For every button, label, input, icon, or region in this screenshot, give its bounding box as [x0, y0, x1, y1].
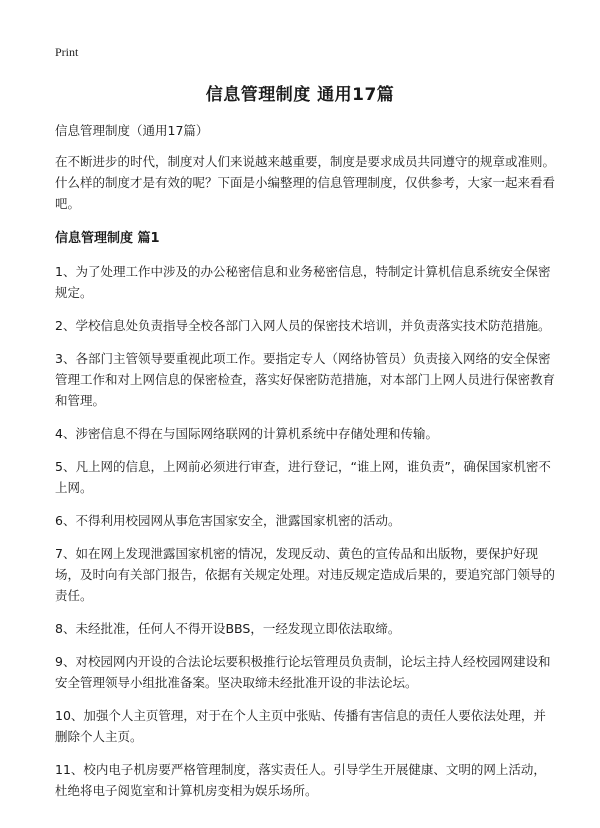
- document-title: 信息管理制度 通用17篇: [205, 85, 395, 105]
- rule-item: 11、校内电子机房要严格管理制度，落实责任人。引导学生开展健康、文明的网上活动，杜绝将电子阅览室和计算机房变相为娱乐场所。: [55, 762, 546, 798]
- document-subtitle: 信息管理制度（通用17篇）: [55, 123, 209, 138]
- print-link[interactable]: Print: [55, 45, 79, 59]
- intro-paragraph: 在不断进步的时代，制度对人们来说越来越重要，制度是要求成员共同遵守的规章或准则。什么样的制度才是有效的呢？下面是小编整理的信息管理制度，仅供参考，大家一起来看看吧。: [55, 154, 556, 211]
- document-body: [55, 120, 555, 813]
- rule-item: 3、各部门主管领导要重视此项工作。要指定专人（网络协管员）负责接入网络的安全保密管理工作和对上网信息的保密检查，落实好保密防范措施，对本部门上网人员进行保密教育和管理。: [55, 351, 556, 408]
- section-heading: 信息管理制度 篇1: [55, 231, 160, 246]
- rule-item: 1、为了处理工作中涉及的办公秘密信息和业务秘密信息，特制定计算机信息系统安全保密规定。: [55, 264, 551, 300]
- rule-item: 5、凡上网的信息，上网前必须进行审查，进行登记，“谁上网，谁负责”，确保国家机密不上网。: [55, 459, 551, 495]
- rule-item: 8、未经批准，任何人不得开设BBS，一经发现立即依法取缔。: [55, 621, 401, 636]
- rule-item: 4、涉密信息不得在与国际网络联网的计算机系统中存储处理和传输。: [55, 426, 438, 441]
- rule-item: 7、如在网上发现泄露国家机密的情况，发现反动、黄色的宣传品和出版物，要保护好现场，及时向有关部门报告，依据有关规定处理。对违反规定造成后果的，要追究部门领导的责任。: [55, 546, 556, 603]
- rule-item: 2、学校信息处负责指导全校各部门入网人员的保密技术培训，并负责落实技术防范措施。: [55, 318, 551, 333]
- rule-item: 9、对校园网内开设的合法论坛要积极推行论坛管理员负责制，论坛主持人经校园网建设和安全管理领导小组批准备案。坚决取缔未经批准开设的非法论坛。: [55, 654, 551, 690]
- rule-item: 10、加强个人主页管理，对于在个人主页中张贴、传播有害信息的责任人要依法处理，并删除个人主页。: [55, 708, 546, 744]
- rule-list: [55, 261, 555, 801]
- rule-item: 6、不得利用校园网从事危害国家安全，泄露国家机密的活动。: [55, 513, 401, 528]
